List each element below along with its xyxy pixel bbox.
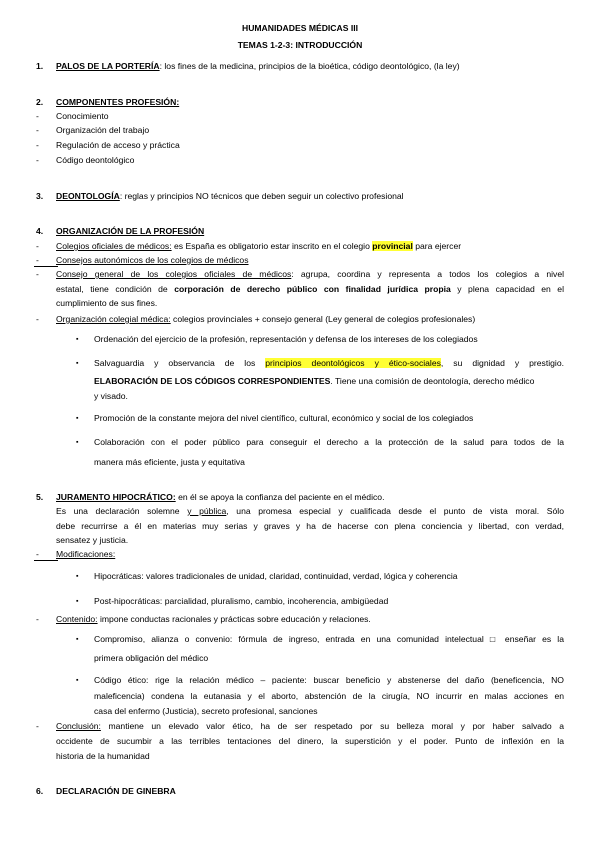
bullet-item: Hipocráticas: valores tradicionales de unidad, claridad, continuidad, verdad, lógica y coherencia: [94, 571, 458, 581]
dash-marker: -: [36, 549, 39, 559]
list-item-line: Conclusión: mantiene un elevado valor ético, ha de ser respetado por su belleza moral y por haber salvado a: [56, 721, 564, 731]
bullet-marker: ▪: [76, 598, 79, 605]
list-item: Consejos autonómicos de los colegios de médicos: [56, 255, 249, 265]
bullet-item-line: manera más eficiente, justa y equitativa: [94, 457, 245, 467]
list-item: Contenido: impone conductas racionales y prácticas sobre educación y relaciones.: [56, 614, 371, 624]
section-text: : los fines de la medicina, principios de la bioética, código deontológico, (la ley): [159, 61, 460, 71]
bullet-marker: ▪: [76, 439, 79, 446]
section-1-line: [56, 60, 460, 74]
bullet-marker: ▪: [76, 636, 79, 643]
dash-marker: -: [36, 255, 39, 265]
bullet-item-line: primera obligación del médico: [94, 653, 209, 663]
underline-rule: [34, 266, 58, 267]
dash-marker: -: [36, 269, 39, 279]
dash-marker: -: [36, 721, 39, 731]
section-number: 5.: [36, 492, 44, 502]
bullet-item-line: Colaboración con el poder público para conseguir el derecho a la protección de la salud para todos de la: [94, 437, 564, 447]
dash-marker: -: [36, 614, 39, 624]
paragraph-line: debe recurrirse a él en materias muy serias y graves y ha de hacerse con plena conciencia y libertad, con verdad,: [56, 521, 564, 531]
list-item-line: Consejo general de los colegios oficiales de médicos: agrupa, coordina y representa a todos los colegios a nivel: [56, 269, 565, 279]
bullet-item-line: Salvaguardia y observancia de los principios deontológicos y ético-sociales, su dignidad y prestigio.: [94, 358, 564, 368]
bullet-item: Promoción de la constante mejora del nivel científico, cultural, económico y social de los colegiados: [94, 413, 474, 423]
section-5-line: JURAMENTO HIPOCRÁTICO: en él se apoya la confianza del paciente en el médico.: [56, 492, 385, 502]
dash-marker: -: [36, 111, 39, 121]
list-item-line: occidente de sucumbir a las terribles tentaciones del dinero, la superstición y el poder. Punto de inflexión en la: [56, 736, 564, 746]
section-number: 2.: [36, 97, 44, 107]
section-3-line: [56, 190, 404, 204]
list-item-line: cumplimiento de sus fines.: [56, 298, 158, 308]
list-item: Modificaciones:: [56, 549, 116, 559]
bullet-marker: ▪: [76, 360, 79, 367]
dash-marker: -: [36, 125, 39, 135]
highlighted-text: principios deontológicos y ético-sociales: [265, 358, 441, 368]
bullet-item-line: casa del enfermo (Justicia), secreto profesional, sanciones: [94, 706, 318, 716]
dash-marker: -: [36, 140, 39, 150]
bullet-item-line: y visado.: [94, 391, 128, 401]
dash-marker: -: [36, 314, 39, 324]
bullet-marker: ▪: [76, 573, 79, 580]
paragraph-line: Es una declaración solemne y pública, una promesa especial y cualificada desde el punto de vista moral. Sólo: [56, 506, 564, 516]
section-number: 1.: [36, 61, 44, 71]
list-item: Organización colegial médica: colegios provinciales + consejo general (Ley general de colegios profesionales): [56, 314, 476, 324]
document-subtitle: TEMAS 1-2-3: INTRODUCCIÓN: [237, 40, 363, 50]
document-title: HUMANIDADES MÉDICAS III: [241, 23, 359, 33]
dash-marker: -: [36, 241, 39, 251]
section-text: : reglas y principios NO técnicos que deben seguir un colectivo profesional: [119, 191, 404, 201]
list-item: Regulación de acceso y práctica: [56, 140, 180, 150]
dash-marker: -: [36, 155, 39, 165]
list-item: Conocimiento: [56, 111, 109, 121]
highlighted-text: provincial: [372, 241, 413, 251]
bullet-item: Post-hipocráticas: parcialidad, pluralismo, cambio, incoherencia, ambigüedad: [94, 596, 389, 606]
paragraph-line: sensatez y justicia.: [56, 535, 129, 545]
section-heading: PALOS DE LA PORTERÍA: [56, 61, 160, 71]
bullet-item-line: Código ético: rige la relación médico – paciente: buscar beneficio y abstenerse del daño (beneficencia, NO: [94, 675, 564, 685]
list-item: Código deontológico: [56, 155, 135, 165]
section-number: 3.: [36, 191, 44, 201]
section-number: 6.: [36, 786, 44, 796]
section-heading: JURAMENTO HIPOCRÁTICO:: [56, 492, 176, 502]
section-heading: DEONTOLOGÍA: [56, 191, 120, 201]
bullet-item-line: maleficencia) condena la eutanasia y el aborto, abstención de la cirugía, NO incurrir en malas acciones en: [94, 691, 564, 701]
section-heading: ORGANIZACIÓN DE LA PROFESIÓN: [56, 226, 205, 236]
section-heading: DECLARACIÓN DE GINEBRA: [56, 786, 176, 796]
bullet-marker: ▪: [76, 677, 79, 684]
section-heading: COMPONENTES PROFESIÓN:: [56, 97, 180, 107]
list-item-line: historia de la humanidad: [56, 751, 150, 761]
bullet-item-line: ELABORACIÓN DE LOS CÓDIGOS CORRESPONDIENTES. Tiene una comisión de deontología, derecho médico: [94, 376, 535, 386]
bullet-marker: ▪: [76, 415, 79, 422]
list-item: Organización del trabajo: [56, 125, 150, 135]
list-item-line: estatal, tiene condición de corporación de derecho público con finalidad jurídica propia y plena capacidad en el: [56, 284, 564, 294]
bullet-marker: ▪: [76, 336, 79, 343]
list-item: Colegios oficiales de médicos: es España es obligatorio estar inscrito en el colegio provincial para ejercer: [56, 241, 462, 251]
bullet-item-line: Compromiso, alianza o convenio: fórmula de ingreso, entrada en una comunidad intelectual □ enseñar es la: [94, 634, 564, 644]
bullet-item: Ordenación del ejercicio de la profesión, representación y defensa de los intereses de los colegiados: [94, 334, 478, 344]
section-number: 4.: [36, 226, 44, 236]
underline-rule: [34, 560, 58, 561]
